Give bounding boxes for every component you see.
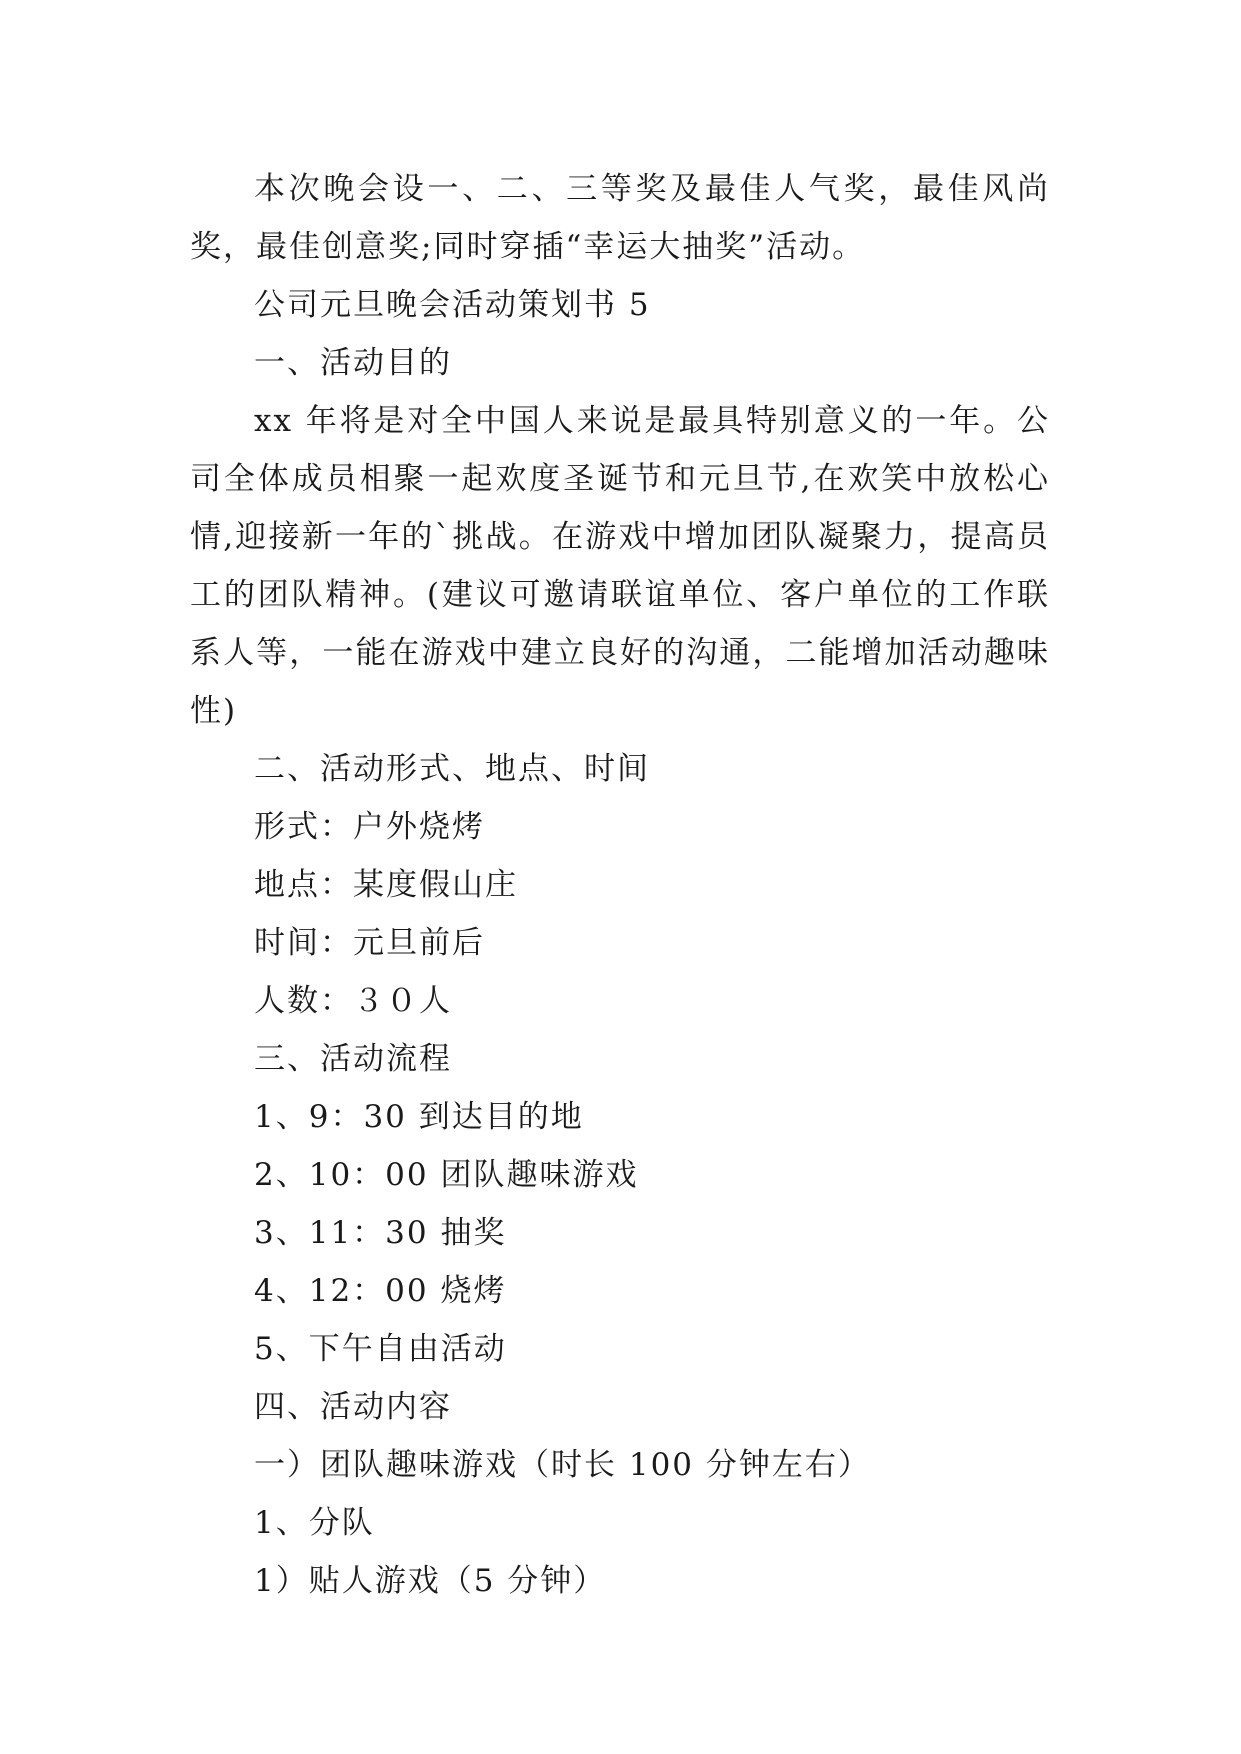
list-item-process-2: 2、10：00 团队趣味游戏 bbox=[254, 1157, 639, 1193]
paragraph-place: 地点：某度假山庄 bbox=[254, 867, 518, 903]
document-body bbox=[190, 160, 1050, 1610]
list-item-sticking-game: 1）贴人游戏（5 分钟） bbox=[254, 1563, 607, 1599]
heading-purpose: 一、活动目的 bbox=[254, 345, 452, 381]
list-item-process-1: 1、9：30 到达目的地 bbox=[254, 1099, 584, 1135]
heading-process: 三、活动流程 bbox=[254, 1041, 452, 1077]
list-item-process-5: 5、下午自由活动 bbox=[254, 1331, 507, 1367]
paragraph-plan-title: 公司元旦晚会活动策划书 5 bbox=[254, 287, 651, 323]
list-item-process-3: 3、11：30 抽奖 bbox=[254, 1215, 507, 1251]
paragraph-form: 形式：户外烧烤 bbox=[254, 809, 485, 845]
paragraph-awards: 本次晚会设一、二、三等奖及最佳人气奖，最佳风尚奖，最佳创意奖;同时穿插“幸运大抽奖”活动。 bbox=[190, 171, 1050, 265]
heading-form-place-time: 二、活动形式、地点、时间 bbox=[254, 751, 650, 787]
paragraph-purpose: xx 年将是对全中国人来说是最具特别意义的一年。公司全体成员相聚一起欢度圣诞节和元旦节,在欢笑中放松心情,迎接新一年的`挑战。在游戏中增加团队凝聚力，提高员工的团队精神。(建议可邀请联谊单位、客户单位的工作联系人等，一能在游戏中建立良好的沟通，二能增加活动趣味性) bbox=[190, 403, 1050, 729]
subheading-team-games: 一）团队趣味游戏（时长 100 分钟左右） bbox=[254, 1447, 871, 1483]
list-item-process-4: 4、12：00 烧烤 bbox=[254, 1273, 507, 1309]
paragraph-time: 时间：元旦前后 bbox=[254, 925, 485, 961]
paragraph-headcount: 人数：３０人 bbox=[254, 983, 452, 1019]
heading-content: 四、活动内容 bbox=[254, 1389, 452, 1425]
list-item-grouping: 1、分队 bbox=[254, 1505, 375, 1541]
